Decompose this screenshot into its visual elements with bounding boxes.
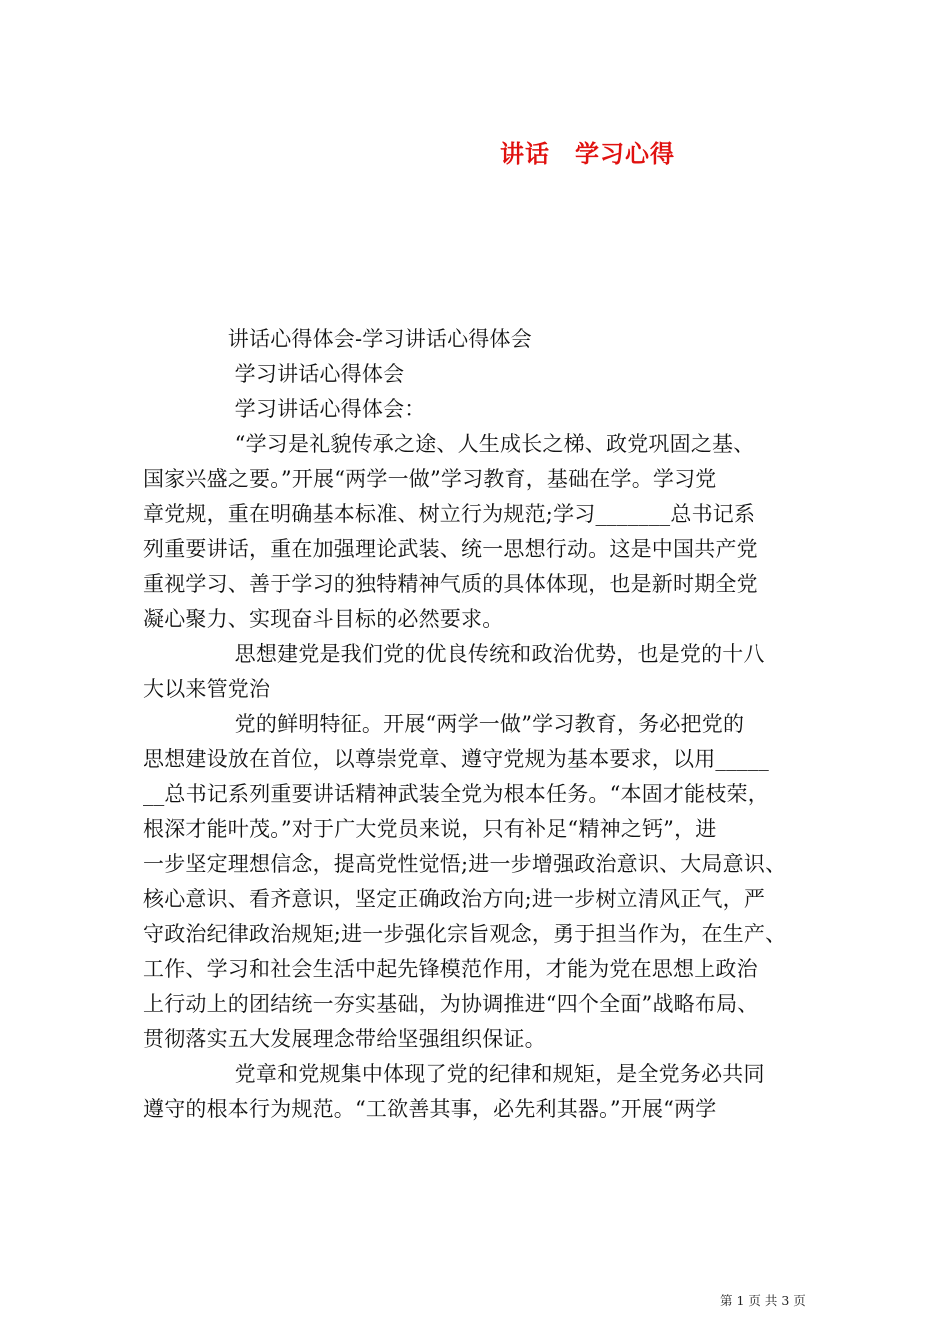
body-line: 工作、学习和社会生活中起先锋模范作用，才能为党在思想上政治 (143, 957, 758, 981)
body-line: 一步坚定理想信念，提高党性觉悟;进一步增强政治意识、大局意识、 (143, 852, 787, 876)
document-title: 讲话 学习心得 (500, 139, 675, 168)
body-line: 列重要讲话，重在加强理论武装、统一思想行动。这是中国共产党 (143, 537, 758, 561)
body-line: 核心意识、看齐意识，坚定正确政治方向;进一步树立清风正气，严 (143, 887, 766, 911)
body-line: 守政治纪律政治规矩;进一步强化宗旨观念，勇于担当作为，在生产、 (143, 922, 787, 946)
body-line: 章党规，重在明确基本标准、树立行为规范;学习_______总书记系 (143, 502, 756, 526)
body-line: 思想建设放在首位，以尊崇党章、遵守党规为基本要求，以用_____ (143, 747, 769, 771)
document-body (143, 322, 815, 1127)
body-line: 根深才能叶茂。”对于广大党员来说，只有补足“精神之钙”，进 (143, 817, 717, 841)
page-number-footer: 第 1 页 共 3 页 (720, 1293, 806, 1308)
body-line: 思想建党是我们党的优良传统和政治优势，也是党的十八 (143, 642, 765, 666)
body-line: “学习是礼貌传承之途、人生成长之梯、政党巩固之基、 (143, 432, 755, 456)
body-line: 贯彻落实五大发展理念带给坚强组织保证。 (143, 1027, 546, 1051)
body-line: 党章和党规集中体现了党的纪律和规矩，是全党务必共同 (143, 1062, 765, 1086)
body-line: 学习讲话心得体会： (143, 397, 426, 421)
body-line: 党的鲜明特征。开展“两学一做”学习教育，务必把党的 (143, 712, 745, 736)
body-line: 讲话心得体会-学习讲话心得体会 (143, 327, 532, 351)
body-line: 遵守的根本行为规范。“工欲善其事，必先利其器。”开展“两学 (143, 1097, 717, 1121)
body-line: 学习讲话心得体会 (143, 362, 405, 386)
body-line: 上行动上的团结统一夯实基础，为协调推进“四个全面”战略布局、 (143, 992, 759, 1016)
body-line: 凝心聚力、实现奋斗目标的必然要求。 (143, 607, 504, 631)
body-line: 大以来管党治 (143, 677, 271, 701)
body-line: 国家兴盛之要。”开展“两学一做”学习教育，基础在学。学习党 (143, 467, 717, 491)
body-line: 重视学习、善于学习的独特精神气质的具体体现，也是新时期全党 (143, 572, 758, 596)
body-line: __总书记系列重要讲话精神武装全党为根本任务。“本固才能枝荣， (143, 782, 769, 806)
